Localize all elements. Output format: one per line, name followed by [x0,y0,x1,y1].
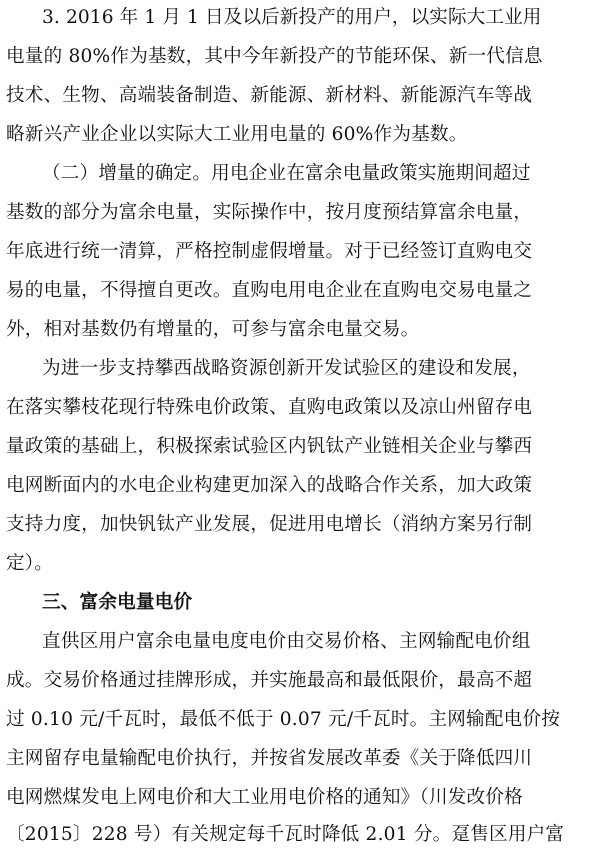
text-line: 为进一步支持攀西战略资源创新开发试验区的建设和发展， [42,358,531,379]
text-line: 支持力度，加快钒钛产业发展，促进用电增长（消纳方案另行制 [6,514,533,535]
section-title: 三、富余电量电价 [42,592,193,613]
text-line: 定）。 [6,553,54,574]
text-line: 略新兴产业企业以实际大工业用电量的 60%作为基数。 [6,124,468,145]
text-line: 基数的部分为富余电量，实际操作中，按月度预结算富余电量， [6,202,533,223]
text-line: 易的电量，不得擅自更改。直购电用电企业在直购电交易电量之 [6,280,533,301]
section-heading: （二）增量的确定。用电企业在富余电量政策实施期间超过 [42,163,531,184]
text-line: 3. 2016 年 1 月 1 日及以后新投产的用户，以实际大工业用 [42,7,542,28]
text-line: 电网燃煤发电上网电价和大工业用电价格的通知》（川发改价格 [6,787,523,808]
text-line: 直供区用户富余电量电度电价由交易价格、主网输配电价组 [42,631,531,652]
text-line: 电网断面内的水电企业构建更加深入的战略合作关系，加大政策 [6,475,533,496]
text-line: 外，相对基数仍有增量的，可参与富余电量交易。 [6,319,420,340]
text-line: 成。交易价格通过挂牌形成，并实施最高和最低限价，最高不超 [6,670,533,691]
text-line: 量政策的基础上，积极探索试验区内钒钛产业链相关企业与攀西 [6,436,533,457]
text-line: 年底进行统一清算，严格控制虚假增量。对于已经签订直购电交 [6,241,533,262]
text-line: 在落实攀枝花现行特殊电价政策、直购电政策以及凉山州留存电 [6,397,533,418]
text-line: 电量的 80%作为基数，其中今年新投产的节能环保、新一代信息 [6,46,543,67]
text-line: 技术、生物、高端装备制造、新能源、新材料、新能源汽车等战 [6,85,533,106]
text-line: 过 0.10 元/千瓦时，最低不低于 0.07 元/千瓦时。主网输配电价按 [6,709,561,730]
text-line: 主网留存电量输配电价执行，并按省发展改革委《关于降低四川 [6,748,533,769]
text-line: 〔2015〕228 号）有关规定每千瓦时降低 2.01 分。趸售区用户富 [6,824,565,845]
